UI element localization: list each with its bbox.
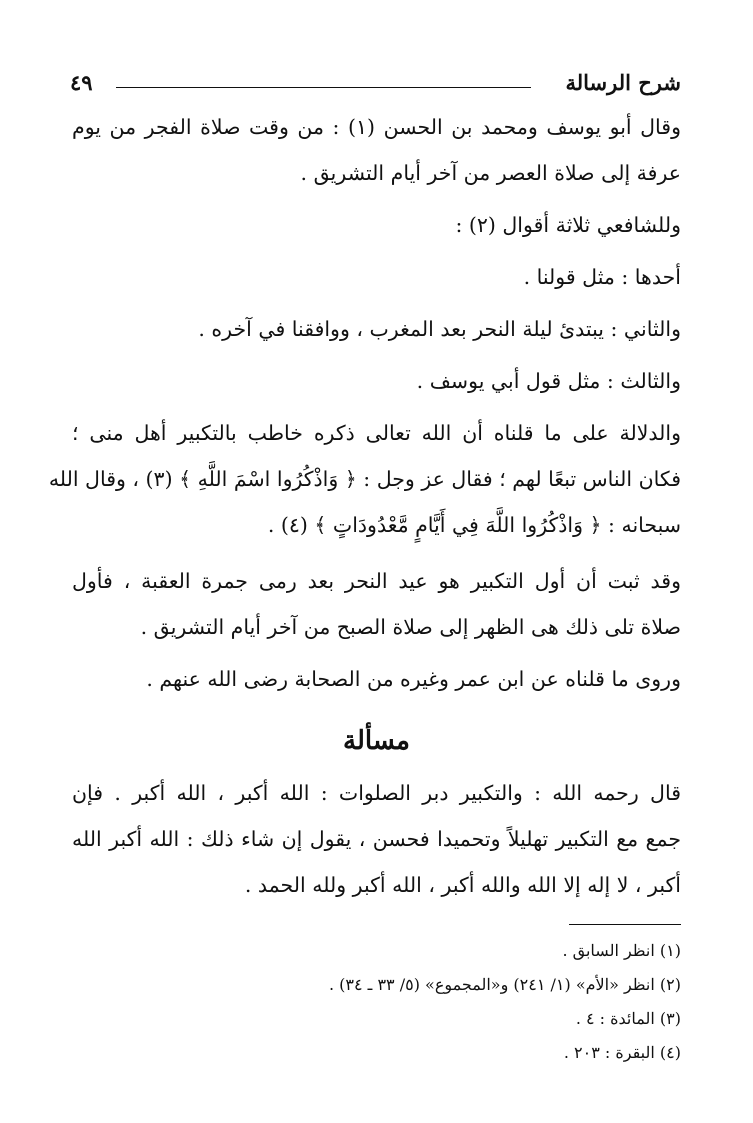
footnote-item: (١) انظر السابق . <box>562 941 681 960</box>
text-line: سبحانه : ﴿ وَاذْكُرُوا اللَّهَ فِي أَيَّامٍ مَّعْدُودَاتٍ ﴾ (٤) . <box>267 513 681 537</box>
text-line: أكبر ، لا إله إلا الله والله أكبر ، الله أكبر ولله الحمد . <box>244 873 681 897</box>
book-title: شرح الرسالة <box>565 70 681 95</box>
text-line: وللشافعي ثلاثة أقوال (٢) : <box>455 213 681 237</box>
section-heading: مسألة <box>343 726 410 756</box>
text-line: وقد ثبت أن أول التكبير هو عيد النحر بعد رمى جمرة العقبة ، فأول <box>72 569 681 593</box>
main-text <box>48 104 681 908</box>
text-line: فكان الناس تبعًا لهم ؛ فقال عز وجل : ﴿ وَاذْكُرُوا اسْمَ اللَّهِ ﴾ (٣) ، وقال الله <box>48 467 681 491</box>
text-line: قال رحمه الله : والتكبير دبر الصلوات : الله أكبر ، الله أكبر . فإن <box>72 781 681 805</box>
text-line: والثالث : مثل قول أبي يوسف . <box>416 369 681 393</box>
text-line: جمع مع التكبير تهليلاً وتحميدا فحسن ، يقول إن شاء ذلك : الله أكبر الله <box>72 827 681 851</box>
text-line: والثاني : يبتدئ ليلة النحر بعد المغرب ، ووافقنا في آخره . <box>198 317 681 341</box>
footnotes <box>72 934 681 1070</box>
header-rule <box>116 87 531 88</box>
footnote-rule <box>569 924 681 925</box>
text-line: والدلالة على ما قلناه أن الله تعالى ذكره خاطب بالتكبير أهل منى ؛ <box>72 421 681 445</box>
text-line: وروى ما قلناه عن ابن عمر وغيره من الصحابة رضى الله عنهم . <box>146 667 681 691</box>
footnote-item: (٤) البقرة : ٢٠٣ . <box>563 1043 681 1062</box>
text-line: أحدها : مثل قولنا . <box>523 265 681 289</box>
running-header <box>70 70 681 100</box>
page-number: ٤٩ <box>70 70 93 95</box>
footnote-item: (٢) انظر «الأم» (١/ ٢٤١) و«المجموع» (٥/ ٣٣ ـ ٣٤) . <box>328 975 681 994</box>
text-line: صلاة تلى ذلك هى الظهر إلى صلاة الصبح من آخر أيام التشريق . <box>140 615 681 639</box>
text-line: عرفة إلى صلاة العصر من آخر أيام التشريق . <box>300 161 681 185</box>
text-line: وقال أبو يوسف ومحمد بن الحسن (١) : من وقت صلاة الفجر من يوم <box>72 115 681 139</box>
footnote-item: (٣) المائدة : ٤ . <box>575 1009 681 1028</box>
